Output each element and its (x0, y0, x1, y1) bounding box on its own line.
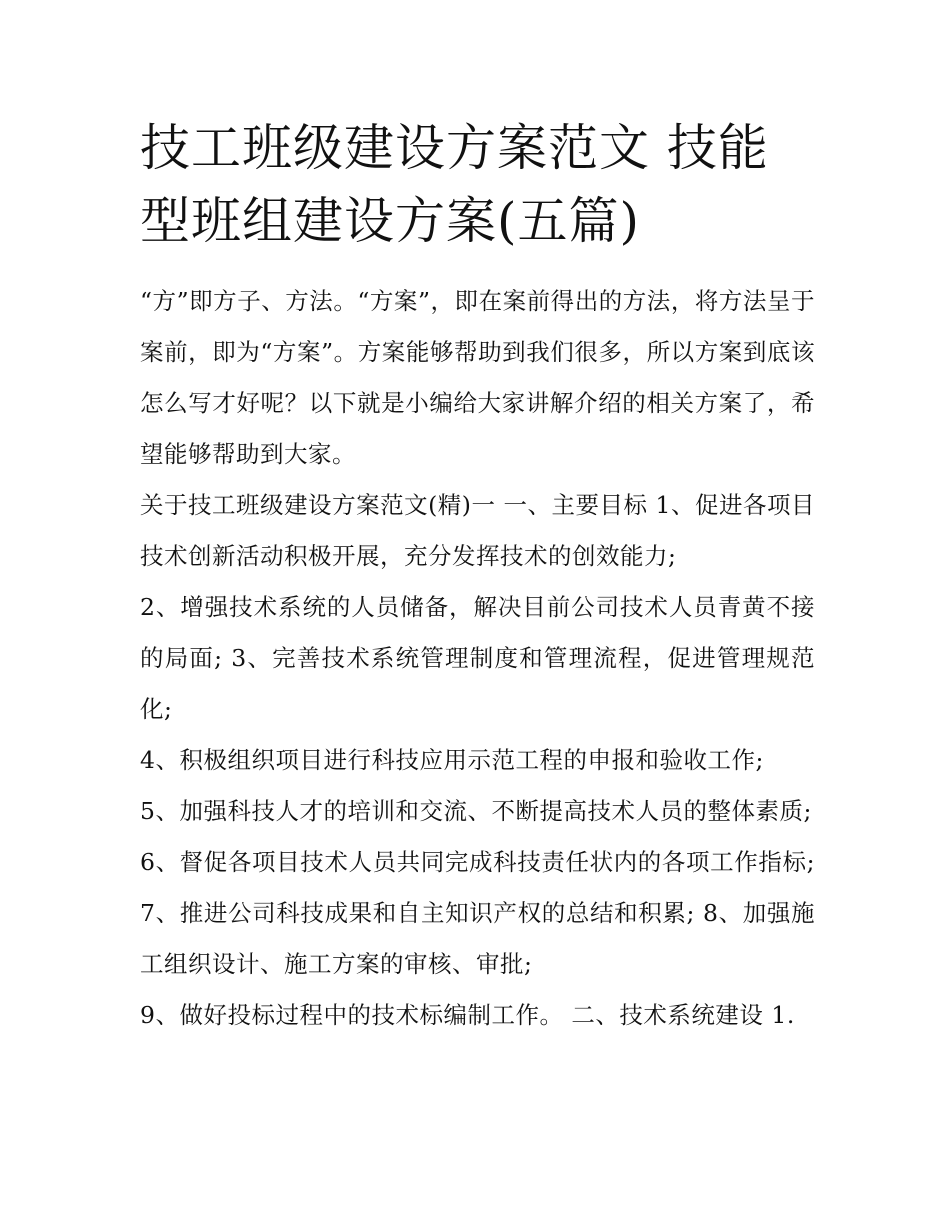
paragraph-goal-1: 关于技工班级建设方案范文(精)一 一、主要目标 1、促进各项目技术创新活动积极开展，充分发挥技术的创效能力; (140, 491, 815, 570)
paragraph-goal-5: 5、加强科技人才的培训和交流、不断提高技术人员的整体素质; (140, 797, 812, 825)
intro-paragraph: “方”即方子、方法。“方案”，即在案前得出的方法，将方法呈于案前，即为“方案”。方案能够帮助到我们很多，所以方案到底该怎么写才好呢？以下就是小编给大家讲解介绍的相关方案了，希望能够帮助到大家。 (140, 287, 815, 468)
paragraph-goal-9: 9、做好投标过程中的技术标编制工作。 二、技术系统建设 1. (140, 1001, 795, 1029)
paragraph-goal-2-3: 2、增强技术系统的人员储备，解决目前公司技术人员青黄不接的局面; 3、完善技术系统管理制度和管理流程，促进管理规范化; (140, 593, 815, 723)
document-title: 技工班级建设方案范文 技能型班组建设方案(五篇) (140, 119, 769, 250)
paragraph-goal-6-8: 6、督促各项目技术人员共同完成科技责任状内的各项工作指标; 7、推进公司科技成果和自主知识产权的总结和积累; 8、加强施工组织设计、施工方案的审核、审批; (140, 848, 815, 978)
document-body (140, 112, 815, 1041)
paragraph-goal-4: 4、积极组织项目进行科技应用示范工程的申报和验收工作; (140, 746, 764, 774)
